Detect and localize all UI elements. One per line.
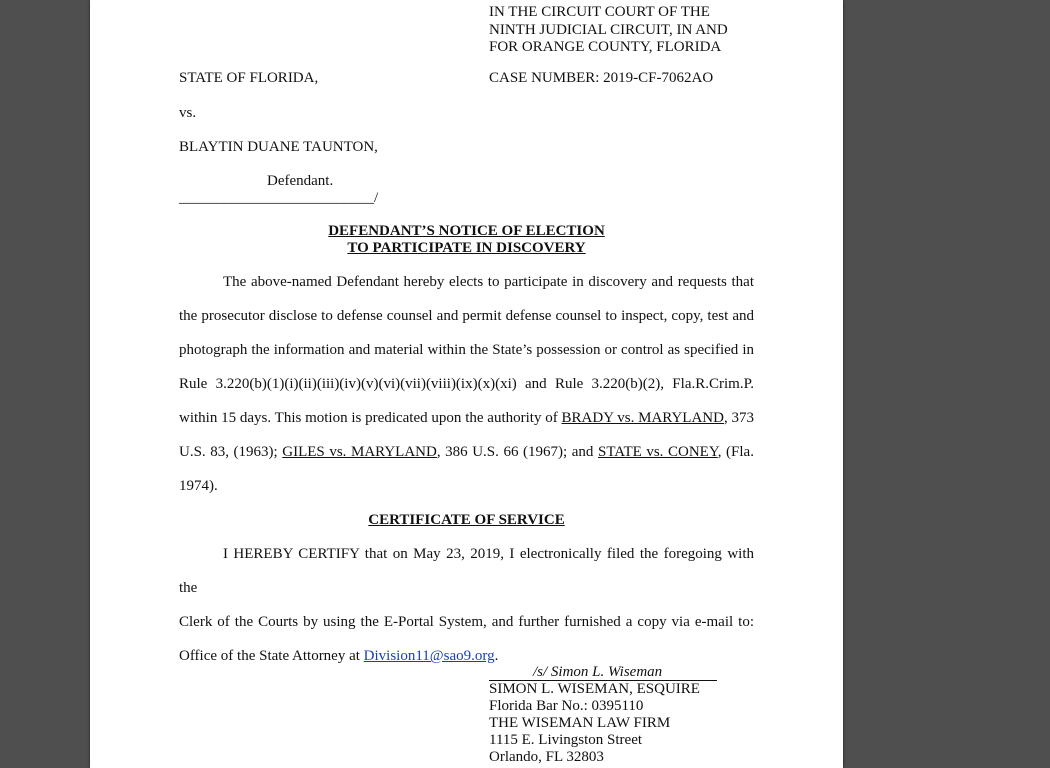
street-address: 1115 E. Livingston Street <box>489 732 643 748</box>
case-citation-giles: GILES vs. MARYLAND <box>282 444 437 460</box>
law-firm: THE WISEMAN LAW FIRM <box>489 715 671 731</box>
body-line <box>179 435 754 469</box>
body-line: 1974). <box>179 478 218 494</box>
body-text: , (Fla. <box>717 444 754 460</box>
defendant-name: BLAYTIN DUANE TAUNTON, <box>179 139 378 155</box>
certificate-line: I HEREBY CERTIFY that on May 23, 2019, I electronically filed the foregoing with the <box>179 546 754 596</box>
document-title-line2: TO PARTICIPATE IN DISCOVERY <box>347 240 586 256</box>
body-line: photograph the information and material within the State’s possession or control as specified in <box>179 342 754 358</box>
body-line <box>179 401 754 435</box>
case-number: CASE NUMBER: 2019-CF-7062AO <box>489 70 714 86</box>
case-citation-coney: STATE vs. CONEY <box>597 444 718 460</box>
certificate-line: Clerk of the Courts by using the E-Portal System, and further furnished a copy via e-mail to: <box>179 614 754 630</box>
document-page <box>90 0 843 768</box>
body-text: , 373 <box>723 410 754 426</box>
signature-block <box>489 664 717 766</box>
body-text: , 386 U.S. 66 (1967); and <box>436 444 598 460</box>
bar-number: Florida Bar No.: 0395110 <box>489 698 644 714</box>
certificate-text: Office of the State Attorney at <box>179 648 364 664</box>
signature-line: /s/ Simon L. Wiseman <box>489 664 717 681</box>
attorney-name: SIMON L. WISEMAN, ESQUIRE <box>489 681 700 697</box>
court-heading-line: FOR ORANGE COUNTY, FLORIDA <box>489 39 722 55</box>
court-heading-line: IN THE CIRCUIT COURT OF THE <box>489 4 710 20</box>
document-title-line1: DEFENDANT’S NOTICE OF ELECTION <box>328 223 605 239</box>
court-heading <box>489 4 749 57</box>
certificate-body <box>179 537 754 673</box>
city-address: Orlando, FL 32803 <box>489 749 604 765</box>
body-line: the prosecutor disclose to defense counsel and permit defense counsel to inspect, copy, test and <box>179 308 754 324</box>
defendant-label: Defendant. <box>267 173 334 189</box>
body-text: U.S. 83, (1963); <box>179 444 283 460</box>
certificate-title: CERTIFICATE OF SERVICE <box>368 512 565 528</box>
plaintiff-name: STATE OF FLORIDA, <box>179 70 319 86</box>
versus-text: vs. <box>179 105 197 121</box>
case-citation-brady: BRADY vs. MARYLAND <box>561 410 724 426</box>
body-line: Rule 3.220(b)(1)(i)(ii)(iii)(iv)(v)(vi)(vii)(viii)(ix)(x)(xi) and Rule 3.220(b)(2), Fla.R.Crim.P. <box>179 376 754 392</box>
email-link[interactable]: Division11@sao9.org <box>363 648 495 664</box>
body-line: The above-named Defendant hereby elects to participate in discovery and requests that <box>223 274 754 290</box>
caption-rule-line: __________________________/ <box>179 190 379 206</box>
court-heading-line: NINTH JUDICIAL CIRCUIT, IN AND <box>489 21 728 38</box>
body-text: within 15 days. This motion is predicated upon the authority of <box>179 410 562 426</box>
certificate-text: . <box>494 648 499 664</box>
notice-body <box>179 265 754 503</box>
